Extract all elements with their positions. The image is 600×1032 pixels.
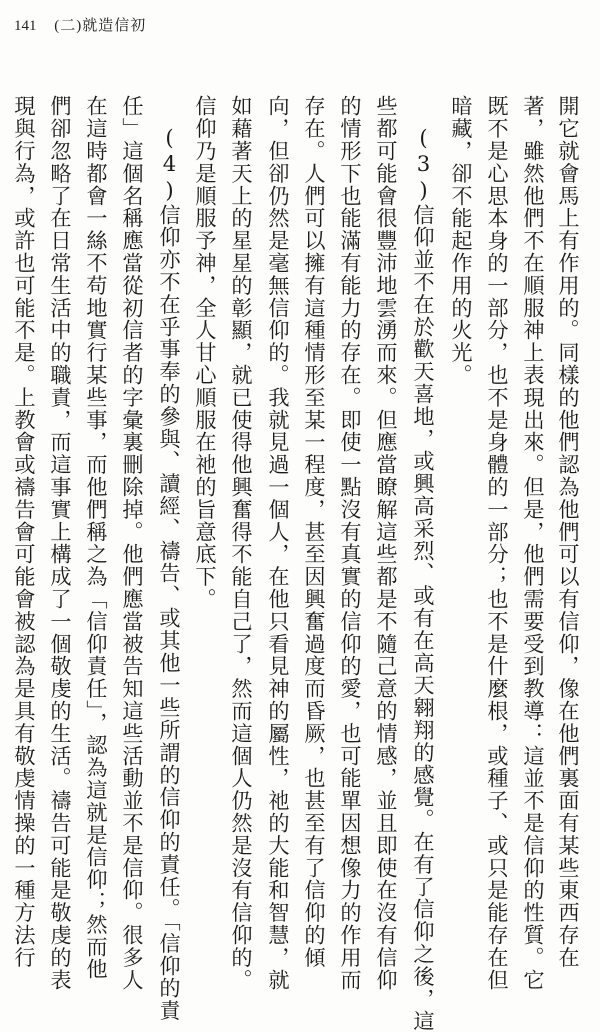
text-column: 暗藏，卻不能起作用的火光。 bbox=[449, 95, 474, 387]
text-column: 如藉著天上的星星的彰顯，就已使得他興奮得不能自己了，然而這個人仍然是沒有信仰的。 bbox=[229, 95, 254, 991]
text-column: 們卻忽略了在日常生活中的職責，而這事實上構成了一個敬虔的生活。禱告可能是敬虔的表 bbox=[48, 95, 73, 991]
text-column: 開它就會馬上有作用的。同樣的他們認為他們可以有信仰，像在他們裏面有某些東西存在 bbox=[556, 95, 581, 969]
text-column: 著，雖然他們不在順服神上表現出來。但是，他們需要受到教導：這並不是信仰的性質。它 bbox=[521, 95, 546, 991]
text-column: 信仰乃是順服予神，全人甘心順服在祂的旨意底下。 bbox=[193, 95, 218, 611]
running-head: (二)就造信初 bbox=[54, 18, 147, 34]
text-column: 既不是心思本身的一部分，也不是身體的一部分；也不是什麼根，或種子、或只是能存在但 bbox=[485, 95, 510, 991]
text-column: 向，但卻仍然是毫無信仰的。我就見過一個人，在他只看見神的屬性，祂的大能和智慧，就 bbox=[266, 95, 291, 991]
text-column: 現與行為，或許也可能不是。上教會或禱告會可能會被認為是具有敬虔情操的一種方法行 bbox=[12, 95, 37, 969]
text-column: 的情形下也能滿有能力的存在。即使一點沒有真實的信仰的愛，也可能單因想像力的作用而 bbox=[338, 95, 363, 991]
text-column: (4)信仰亦不在乎事奉的參與、讀經、禱告、或其他一些所謂的信仰的責任。「信仰的責 bbox=[157, 125, 182, 1022]
page-number: 141 bbox=[14, 18, 37, 34]
text-column: 任」這個名稱應當從初信者的字彙裏刪除掉。他們應當被告知這些活動並不是信仰。很多人 bbox=[120, 95, 145, 991]
text-column: (3)信仰並不在於歡天喜地，或興高采烈、或有在高天翱翔的感覺。在有了信仰之後，這 bbox=[411, 125, 436, 1032]
text-column: 存在。人們可以擁有這種情形至某一程度，甚至因興奮過度而昏厥，也甚至有了信仰的傾 bbox=[302, 95, 327, 969]
text-column: 在這時都會一絲不苟地實行某些事，而他們稱之為「信仰責任」，認為這就是信仰；然而他 bbox=[84, 95, 109, 981]
text-column: 些都可能會很豐沛地雲湧而來。但應當瞭解這些都是不隨己意的情感，並且即使在沒有信仰 bbox=[374, 95, 399, 991]
